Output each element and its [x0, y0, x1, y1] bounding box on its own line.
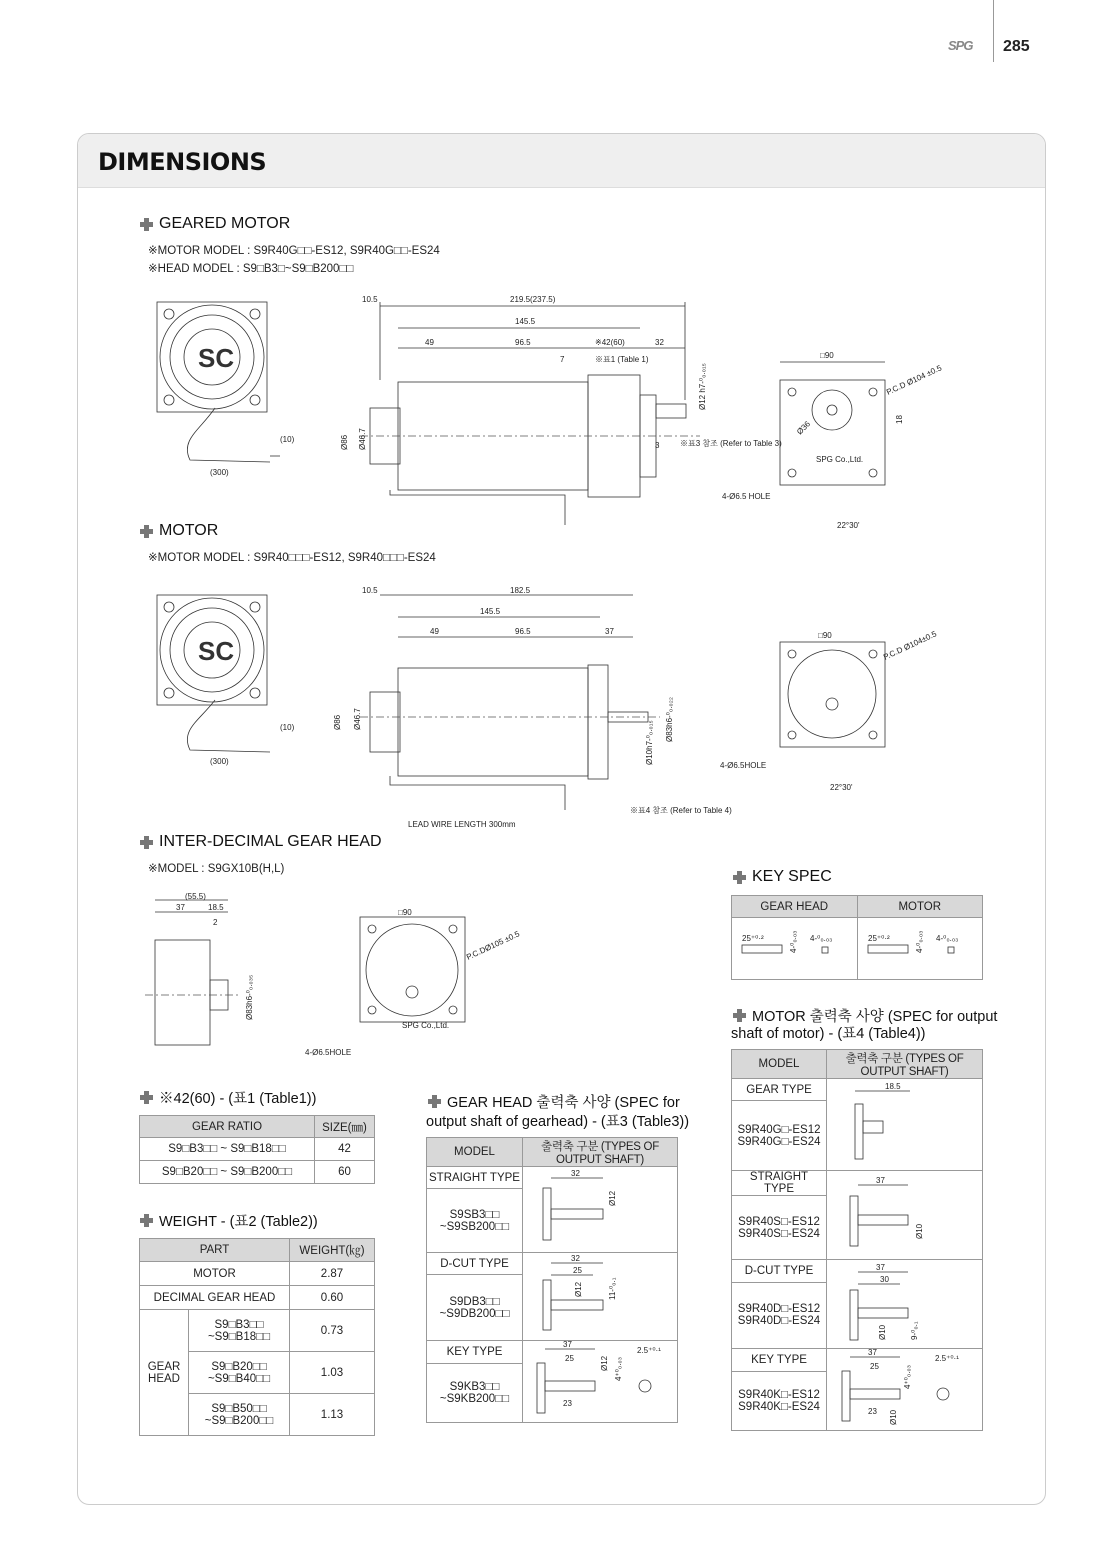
table3-key-type: KEY TYPE [427, 1341, 523, 1364]
gear-head-heading [140, 833, 382, 851]
page-title: DIMENSIONS [98, 148, 267, 176]
table3-key-d5: 4⁺⁰₀.₀₃ [614, 1357, 623, 1381]
table1-row2-ratio: S9□B20□□ ~ S9□B200□□ [140, 1161, 315, 1184]
motor-dim-49: 49 [430, 627, 439, 636]
table2-header-weight: WEIGHT(㎏) [290, 1239, 375, 1262]
table3-header-types: 출력축 구분 (TYPES OF OUTPUT SHAFT) [523, 1138, 678, 1167]
table3-key-m1: S9KB3□□ [449, 1381, 500, 1394]
table2-gh1-m1: S9□B3□□ [214, 1318, 264, 1331]
table1-row2-size: 60 [315, 1161, 375, 1184]
motor-dim-96: 96.5 [515, 627, 531, 636]
table4-header-model: MODEL [732, 1050, 827, 1079]
gear-head-end-hole: 4-Ø6.5HOLE [305, 1048, 352, 1057]
table2-gh2-weight: 1.03 [290, 1352, 375, 1394]
table4-dcut-drawing [830, 1260, 980, 1345]
motor-end-pcd: P.C.D Ø104±0.5 [882, 629, 939, 662]
plus-icon [733, 871, 746, 884]
table4-key-d6: 2.5⁺⁰·¹ [934, 1354, 959, 1363]
gear-head-end-sq90: □90 [398, 908, 412, 917]
geared-motor-dim-10: (10) [280, 435, 295, 444]
geared-motor-table3-ref: ※표3 참조 (Refer to Table 3) [680, 439, 782, 448]
geared-motor-head-note: ※HEAD MODEL : S9□B3□~S9□B200□□ [148, 263, 354, 275]
gear-head-model-note: ※MODEL : S9GX10B(H,L) [148, 863, 285, 875]
table4-straight-d1: 37 [875, 1176, 885, 1185]
table4-key-d4: Ø10 [888, 1409, 898, 1425]
table4-dcut-drawing-cell [827, 1260, 983, 1349]
table3-heading [428, 1091, 680, 1112]
table3-key-d2: 25 [565, 1354, 574, 1363]
table4-dcut-m2: S9R40D□-ES24 [737, 1315, 821, 1328]
key-spec-heading [733, 868, 832, 886]
table3-straight-type: STRAIGHT TYPE [427, 1167, 523, 1189]
geared-motor-dim-32: 32 [655, 338, 664, 347]
motor-dim-shaft10: Ø10h7-⁰₀.₀₁₅ [645, 720, 654, 765]
geared-motor-dim-10-5: 10.5 [362, 295, 378, 304]
table4-key-d5: 4⁺⁰₀.₀₃ [902, 1365, 912, 1389]
table3-dcut-d3: Ø12 [574, 1281, 583, 1297]
table2-gh1-weight: 0.73 [290, 1310, 375, 1352]
table4-title-line1: MOTOR 출력축 사양 (SPEC for output [752, 1009, 998, 1025]
table2-motor-label: MOTOR [140, 1262, 290, 1286]
table3-straight-models [427, 1189, 523, 1253]
table4-dcut-d2: 30 [879, 1275, 889, 1284]
table4-dcut-d1: 37 [875, 1263, 885, 1272]
plus-icon [140, 836, 153, 849]
motor-dim-10: (10) [280, 723, 295, 732]
table4-gear-m1: S9R40G□-ES12 [737, 1123, 821, 1136]
table3-title-line2: output shaft of gearhead) - (표3 (Table3)) [426, 1114, 690, 1130]
table4-header-types: 출력축 구분 (TYPES OF OUTPUT SHAFT) [827, 1050, 983, 1079]
table1-row1-ratio: S9□B3□□ ~ S9□B18□□ [140, 1138, 315, 1161]
motor-end-view [720, 629, 939, 792]
table4-straight-m1: S9R40S□-ES12 [738, 1215, 820, 1228]
table2-heading [140, 1210, 318, 1231]
gear-head-dim-55: (55.5) [185, 892, 206, 901]
geared-motor-shaft-dim: Ø12 h7-⁰₀.₀₁₅ [698, 363, 707, 410]
motor-table4-ref: ※표4 참조 (Refer to Table 4) [630, 806, 732, 815]
table4-gear-d1: 18.5 [884, 1082, 901, 1091]
plus-icon [140, 1214, 153, 1227]
geared-motor-end-pcd: P.C.D Ø104 ±0.5 [885, 363, 944, 397]
motor-model-note: ※MOTOR MODEL : S9R40□□□-ES12, S9R40□□□-ES24 [148, 552, 436, 564]
table3-key-drawing [525, 1341, 675, 1419]
table4-dcut-m1: S9R40D□-ES12 [737, 1303, 821, 1316]
motor-dim-phi46: Ø46.7 [353, 708, 362, 730]
table2-gh3-weight: 1.13 [290, 1394, 375, 1436]
plus-icon [428, 1095, 441, 1108]
key-spec-gh-key2: 4-⁰₀.₀₃ [810, 933, 833, 943]
geared-motor-dim-145: 145.5 [515, 317, 536, 326]
key-spec-m-len: 25⁺⁰·² [867, 933, 890, 943]
table4-key-models [732, 1372, 827, 1431]
table1-header-size: SIZE(㎜) [315, 1116, 375, 1138]
motor-dim-10-5: 10.5 [362, 586, 378, 595]
geared-motor-dim-phi86: Ø86 [340, 434, 349, 450]
table3-straight-d2: Ø12 [608, 1190, 617, 1206]
gear-head-title: INTER-DECIMAL GEAR HEAD [159, 833, 382, 850]
key-spec-col-gear-head: GEAR HEAD [732, 896, 858, 918]
geared-motor-title: GEARED MOTOR [159, 215, 291, 232]
motor-heading [140, 522, 218, 540]
table2-decimal-label: DECIMAL GEAR HEAD [140, 1286, 290, 1310]
table4-dcut-d4: 9-⁰₀.₁ [909, 1321, 919, 1340]
page-number: 285 [1003, 38, 1030, 55]
table4-straight-m2: S9R40S□-ES24 [738, 1227, 820, 1240]
key-spec-col-motor: MOTOR [857, 896, 983, 918]
table3-key-d1: 37 [563, 1341, 572, 1349]
motor-drawing [140, 580, 1040, 830]
geared-motor-dim-7: 7 [560, 355, 565, 364]
table4-key-d2: 25 [869, 1362, 879, 1371]
table4-gear-drawing [830, 1079, 980, 1167]
plus-icon [140, 1091, 153, 1104]
gear-head-end-spg: SPG Co.,Ltd. [402, 1021, 450, 1030]
table1-heading [140, 1087, 316, 1108]
geared-motor-dim-42: ※42(60) [595, 338, 625, 347]
table4-key-d3: 23 [867, 1407, 877, 1416]
motor-end-sq90: □90 [818, 631, 832, 640]
table4 [731, 1049, 983, 1431]
gear-head-side-view [145, 892, 254, 1045]
key-spec-m-key: 4-⁰₀.₀₃ [914, 930, 924, 953]
key-spec-gear-head-drawing [734, 925, 854, 970]
table3-dcut-drawing-cell [523, 1253, 678, 1341]
svg-text:SC: SC [198, 636, 235, 666]
table4-straight-d2: Ø10 [914, 1223, 924, 1239]
table1-header-ratio: GEAR RATIO [140, 1116, 315, 1138]
table3-dcut-models [427, 1275, 523, 1341]
table2-gh1-m2: ~S9□B18□□ [207, 1330, 271, 1343]
geared-motor-model-note: ※MOTOR MODEL : S9R40G□□-ES12, S9R40G□□-ES24 [148, 245, 440, 257]
table3-dcut-m1: S9DB3□□ [449, 1295, 500, 1308]
table2-gh2-m1: S9□B20□□ [211, 1360, 267, 1373]
geared-motor-heading [140, 215, 290, 233]
plus-icon [140, 218, 153, 231]
table4-dcut-type: D-CUT TYPE [732, 1260, 827, 1283]
key-spec-table [731, 895, 983, 980]
table3-straight-m2: ~S9SB200□□ [439, 1220, 510, 1233]
geared-motor-end-18: 18 [895, 415, 904, 424]
geared-motor-dim-3: 3 [655, 441, 660, 450]
motor-dim-182: 182.5 [510, 586, 531, 595]
table3-dcut-type: D-CUT TYPE [427, 1253, 523, 1275]
table4-straight-drawing-cell [827, 1171, 983, 1260]
table4-key-m1: S9R40K□-ES12 [738, 1389, 820, 1402]
geared-motor-dim-96: 96.5 [515, 338, 531, 347]
geared-motor-drawing [140, 290, 1040, 540]
geared-motor-dim-300: (300) [210, 468, 229, 477]
gear-head-drawing [140, 885, 540, 1065]
gear-head-end-pcd: P.C.DØ105 ±0.5 [465, 929, 522, 962]
gear-head-dim-phi83: Ø83h6-⁰₀.₀₃₅ [245, 974, 254, 1020]
table3-key-m2: ~S9KB200□□ [439, 1393, 510, 1406]
geared-motor-end-hole: 4-Ø6.5 HOLE [722, 492, 771, 501]
table2-title: WEIGHT - (표2 (Table2)) [159, 1214, 318, 1230]
svg-text:SC: SC [198, 343, 235, 373]
motor-side-view [333, 586, 732, 829]
table3-title-line1: GEAR HEAD 출력축 사양 (SPEC for [447, 1095, 680, 1111]
table1 [139, 1115, 375, 1184]
table2 [139, 1238, 375, 1436]
geared-motor-side-view [340, 295, 782, 525]
gear-head-dim-18: 18.5 [208, 903, 224, 912]
table3-dcut-m2: ~S9DB200□□ [439, 1307, 510, 1320]
table3-dcut-drawing [525, 1255, 675, 1335]
table1-title: ※42(60) - (표1 (Table1)) [159, 1091, 317, 1107]
gear-head-dim-37: 37 [176, 903, 185, 912]
brand-logo: SPG [948, 38, 973, 53]
geared-motor-end-sq90: □90 [820, 351, 834, 360]
table2-gh3-m1: S9□B50□□ [211, 1402, 267, 1415]
header-divider [993, 0, 994, 62]
table4-straight-drawing [830, 1171, 980, 1256]
table4-key-type: KEY TYPE [732, 1349, 827, 1372]
table4-key-drawing-cell [827, 1349, 983, 1431]
table4-gear-type: GEAR TYPE [732, 1079, 827, 1101]
motor-end-hole: 4-Ø6.5HOLE [720, 761, 767, 770]
gear-head-end-view [305, 908, 522, 1057]
geared-motor-end-spg: SPG Co.,Ltd. [816, 455, 864, 464]
table2-gh3-models [189, 1394, 290, 1436]
table4-gear-drawing-cell [827, 1079, 983, 1171]
table2-gh1-models [189, 1310, 290, 1352]
table4-gear-models [732, 1101, 827, 1171]
table4-key-m2: S9R40K□-ES24 [738, 1401, 820, 1414]
table4-straight-type: STRAIGHT TYPE [732, 1171, 827, 1196]
geared-motor-dim-phi46: Ø46.7 [358, 428, 367, 450]
table4-straight-models [732, 1196, 827, 1260]
motor-dim-phi86: Ø86 [333, 714, 342, 730]
table3-straight-drawing-cell [523, 1167, 678, 1253]
motor-dim-300: (300) [210, 757, 229, 766]
key-spec-gh-len: 25⁺⁰·² [742, 933, 764, 943]
motor-dim-37: 37 [605, 627, 614, 636]
geared-motor-dim-49: 49 [425, 338, 434, 347]
plus-icon [733, 1009, 746, 1022]
table2-gh3-m2: ~S9□B200□□ [204, 1414, 274, 1427]
table3-straight-drawing [525, 1168, 675, 1248]
key-spec-gh-key: 4-⁰₀.₀₃ [789, 930, 799, 953]
table4-gear-m2: S9R40G□-ES24 [737, 1135, 821, 1148]
table2-motor-weight: 2.87 [290, 1262, 375, 1286]
table3-header-model: MODEL [427, 1138, 523, 1167]
key-spec-motor-drawing [860, 925, 980, 970]
table3-key-d4: Ø12 [600, 1355, 609, 1371]
table4-key-drawing [830, 1349, 980, 1427]
motor-title: MOTOR [159, 522, 219, 539]
table3-key-d3: 23 [563, 1399, 572, 1408]
motor-dim-145: 145.5 [480, 607, 501, 616]
table3-dcut-d1: 32 [571, 1255, 580, 1263]
table2-gear-head-label: GEAR HEAD [140, 1310, 189, 1436]
table4-dcut-d3: Ø10 [877, 1324, 887, 1340]
geared-motor-table1-ref: ※표1 (Table 1) [595, 355, 649, 364]
table3-key-d6: 2.5⁺⁰·¹ [637, 1346, 661, 1355]
geared-motor-dim-219: 219.5(237.5) [510, 295, 556, 304]
motor-end-angle: 22°30' [830, 783, 853, 792]
table3-dcut-d2: 25 [573, 1266, 582, 1275]
table3-key-models [427, 1364, 523, 1423]
geared-motor-end-angle: 22°30' [837, 521, 860, 530]
table4-title-line2: shaft of motor) - (표4 (Table4)) [731, 1026, 926, 1042]
geared-motor-end-36: Ø36 [795, 419, 813, 437]
geared-motor-front-view [157, 302, 295, 477]
gear-head-dim-2: 2 [213, 918, 218, 927]
motor-front-view [157, 595, 295, 766]
table4-key-d1: 37 [867, 1349, 877, 1357]
plus-icon [140, 525, 153, 538]
table4-dcut-models [732, 1282, 827, 1348]
table3-key-drawing-cell [523, 1341, 678, 1423]
table2-decimal-weight: 0.60 [290, 1286, 375, 1310]
key-spec-title: KEY SPEC [752, 868, 832, 885]
table3-straight-d1: 32 [571, 1169, 580, 1178]
table2-gh2-models [189, 1352, 290, 1394]
key-spec-motor-cell [857, 918, 983, 980]
table3-dcut-d4: 11-⁰₀.₁ [608, 1277, 617, 1300]
table2-gh2-m2: ~S9□B40□□ [207, 1372, 271, 1385]
key-spec-gear-head-cell [732, 918, 858, 980]
table3-straight-m1: S9SB3□□ [449, 1208, 500, 1221]
motor-dim-phi83: Ø83h6-⁰₀.₀₂₂ [665, 697, 674, 742]
table3 [426, 1137, 678, 1423]
key-spec-m-key2: 4-⁰₀.₀₃ [935, 933, 959, 943]
table2-header-part: PART [140, 1239, 290, 1262]
table1-row1-size: 42 [315, 1138, 375, 1161]
motor-lead-wire: LEAD WIRE LENGTH 300mm [408, 820, 516, 829]
